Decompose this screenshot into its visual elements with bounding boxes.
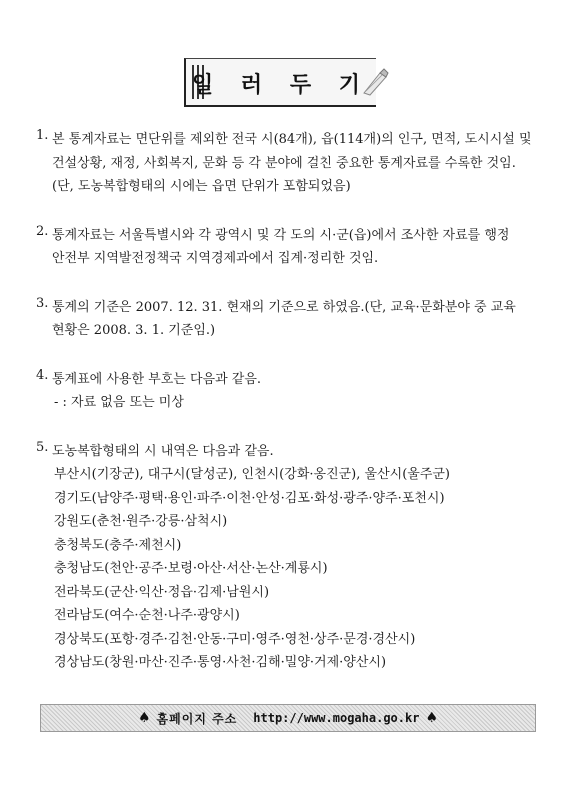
city-list-item: 전라남도(여수·순천·나주·광양시) [54, 608, 240, 623]
note-item [36, 368, 556, 415]
note-number: 1. [36, 128, 49, 143]
note-line: 통계표에 사용한 부호는 다음과 같음. [52, 371, 262, 387]
city-list-item: 충청남도(천안·공주·보령·아산·서산·논산·계룡시) [54, 561, 328, 576]
note-subline: - : 자료 없음 또는 미상 [54, 395, 184, 410]
note-item [36, 440, 556, 675]
homepage-label: 홈페이지 주소 [156, 711, 238, 726]
pen-nib-icon [360, 67, 390, 97]
city-list-item: 전라북도(군산·익산·정읍·김제·남원시) [54, 584, 270, 600]
note-number: 4. [36, 367, 49, 383]
note-number: 2. [36, 223, 49, 239]
city-list-item: 충청북도(충주·제천시) [54, 537, 182, 553]
city-list-item: 강원도(춘천·원주·강릉·삼척시) [54, 514, 228, 529]
note-line: 건설상황, 재정, 사회복지, 문화 등 각 분야에 걸친 중요한 통계자료를 수록한 것임. [52, 155, 516, 171]
note-line: 안전부 지역발전정책국 지역경제과에서 집계·정리한 것임. [52, 251, 379, 266]
spade-icon: ♠ [425, 710, 439, 726]
page-title: 일 러 두 기 [192, 73, 370, 98]
note-line: 통계자료는 서울특별시와 각 광역시 및 각 도의 시·군(읍)에서 조사한 자료를 행정 [52, 227, 510, 243]
city-list-item: 경상북도(포항·경주·김천·안동·구미·영주·영천·상주·문경·경산시) [54, 631, 416, 647]
note-item [36, 128, 556, 199]
city-list-item: 경상남도(창원·마산·진주·통영·사천·김해·밀양·거제·양산시) [54, 655, 387, 670]
note-line: (단, 도농복합형태의 시에는 읍면 단위가 포함되었음) [52, 179, 351, 194]
note-item [36, 224, 556, 271]
note-item [36, 296, 556, 343]
homepage-url-link[interactable]: http://www.mogaha.go.kr [253, 711, 420, 725]
homepage-footer-bar [40, 704, 536, 732]
spade-icon: ♠ [137, 710, 151, 726]
note-line: 통계의 기준은 2007. 12. 31. 현재의 기준으로 하였음.(단, 교육·문화분야 중 교육 [52, 299, 516, 315]
note-number: 3. [36, 295, 49, 311]
note-line: 현황은 2008. 3. 1. 기준임.) [52, 323, 216, 338]
note-line: 본 통계자료는 면단위를 제외한 전국 시(84개), 읍(114개)의 인구, 면적, 도시시설 및 [52, 132, 532, 147]
city-list-item: 부산시(기장군), 대구시(달성군), 인천시(강화·옹진군), 울산시(울주군) [54, 467, 451, 482]
city-list-item: 경기도(남양주·평택·용인·파주·이천·안성·김포·화성·광주·양주·포천시) [54, 490, 445, 506]
notes-list [36, 128, 556, 700]
note-line: 도농복합형태의 시 내역은 다음과 같음. [52, 443, 274, 459]
note-number: 5. [36, 439, 49, 455]
title-box [184, 58, 376, 107]
